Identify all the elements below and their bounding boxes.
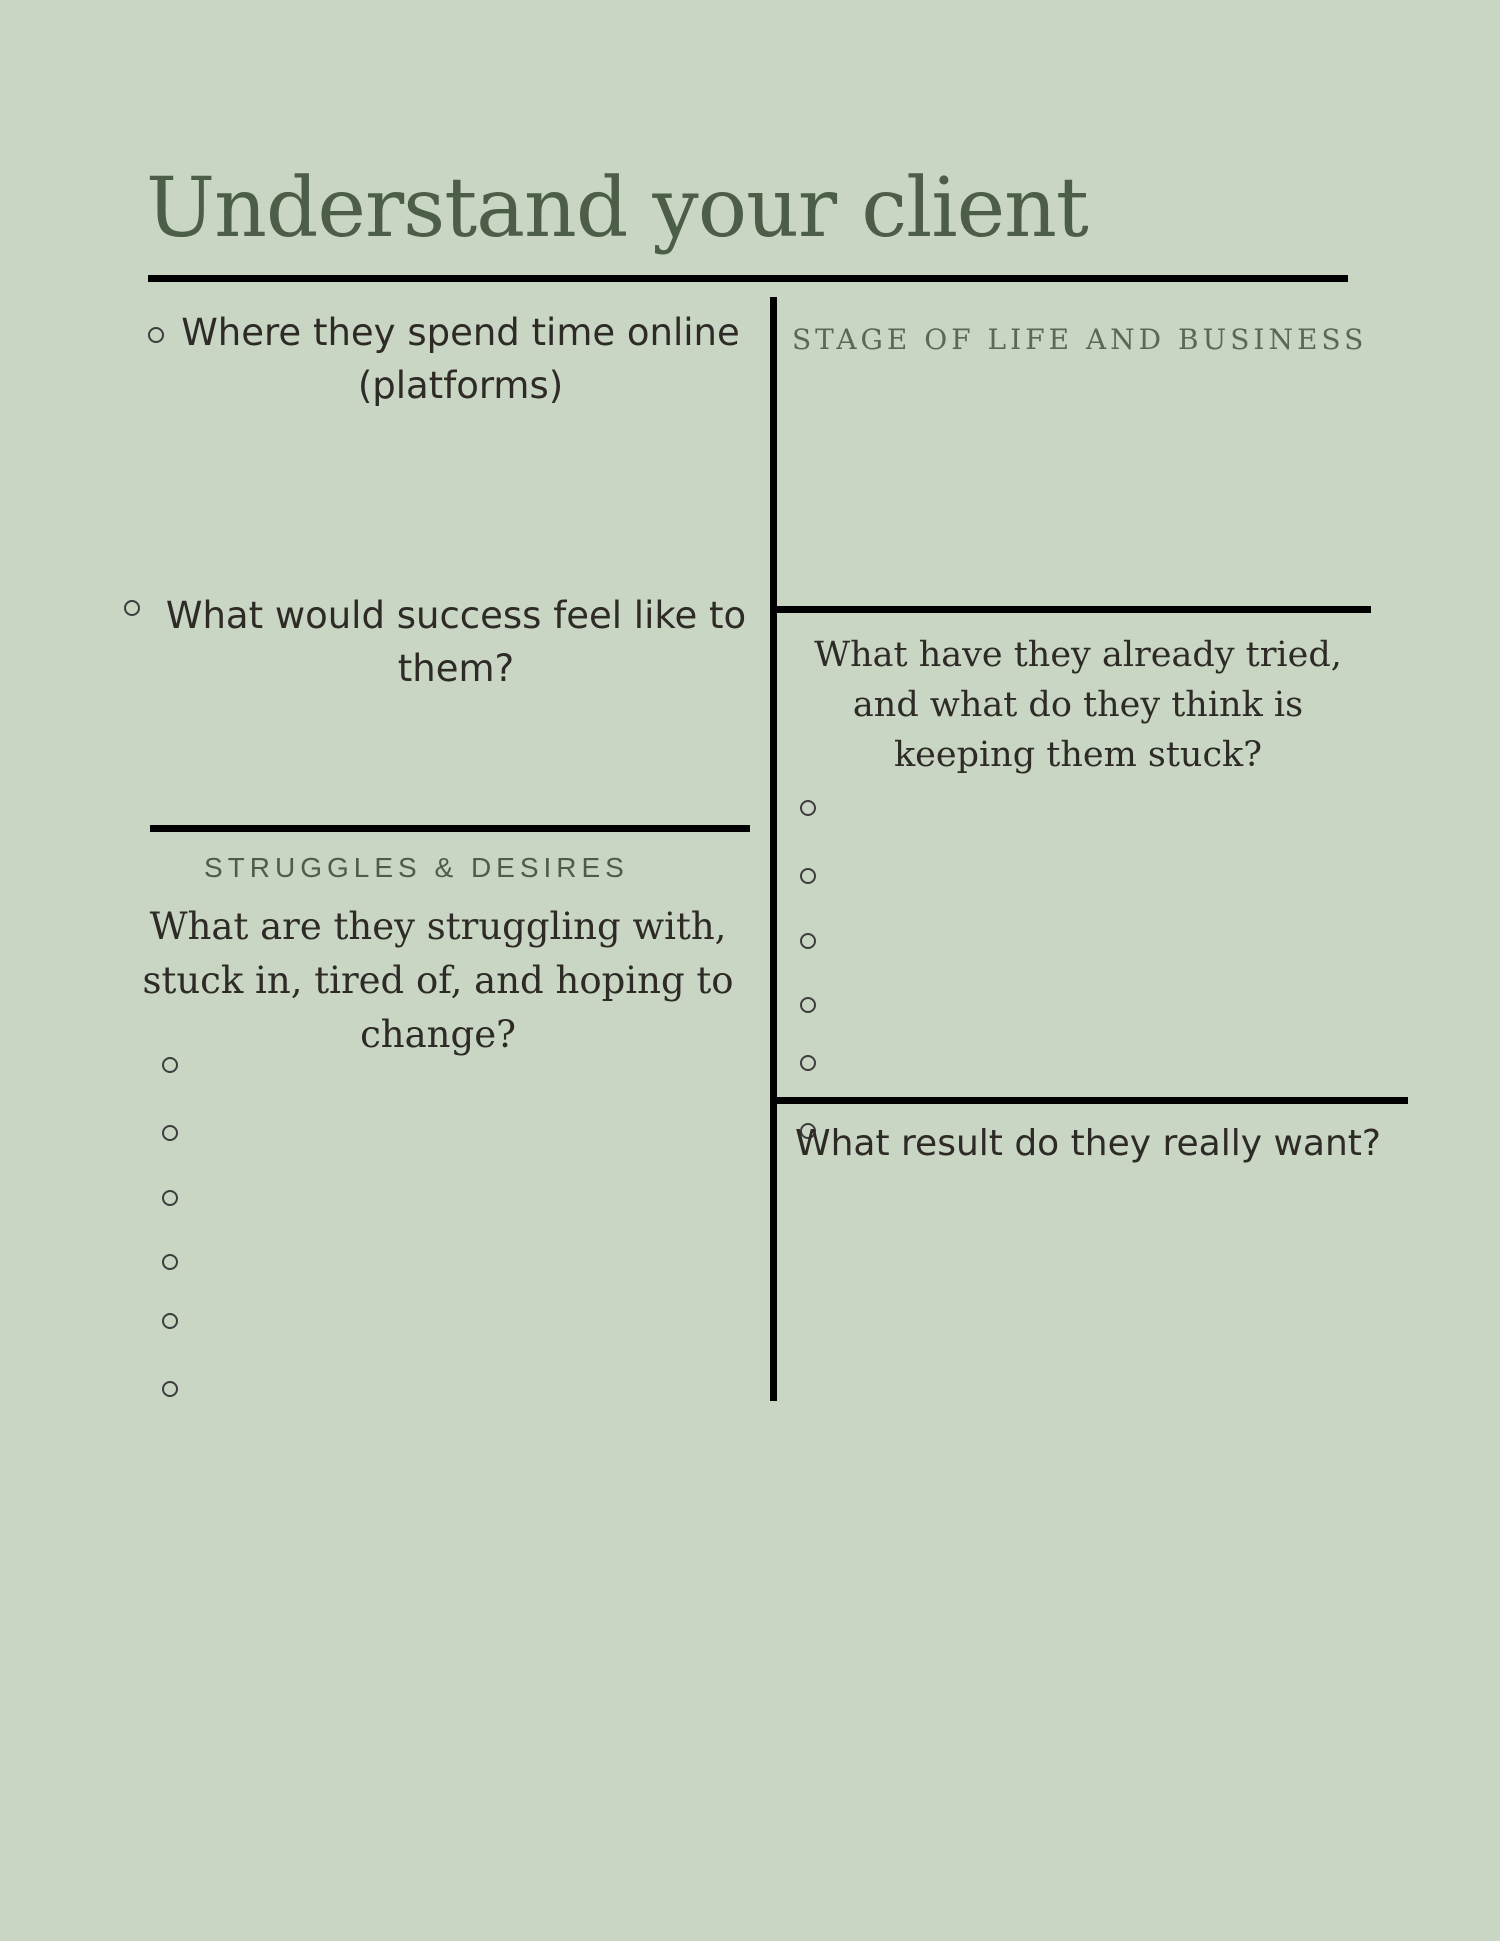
- stage-of-life-heading: STAGE OF LIFE AND BUSINESS: [792, 323, 1368, 356]
- result-prompt: What result do they really want?: [795, 1123, 1381, 1164]
- bullet-icon[interactable]: [800, 1055, 816, 1071]
- bullet-icon[interactable]: [800, 868, 816, 884]
- struggles-desires-heading: STRUGGLES & DESIRES: [204, 852, 629, 883]
- bullet-icon[interactable]: [162, 1125, 178, 1141]
- bullet-icon[interactable]: [162, 1313, 178, 1329]
- bullet-icon[interactable]: [162, 1190, 178, 1206]
- online-platforms-prompt: Where they spend time online (platforms): [181, 311, 740, 407]
- bullet-icon[interactable]: [800, 997, 816, 1013]
- success-prompt: What would success feel like to them?: [165, 594, 747, 690]
- bullet-icon[interactable]: [162, 1057, 178, 1073]
- bullet-icon[interactable]: [162, 1254, 178, 1270]
- already-tried-prompt: What have they already tried, and what do they think is keeping them stuck?: [814, 635, 1342, 775]
- title-divider: [148, 275, 1348, 282]
- right-top-divider: [773, 606, 1371, 613]
- bullet-icon[interactable]: [148, 327, 164, 343]
- center-vertical-divider: [770, 297, 777, 1401]
- bullet-icon[interactable]: [800, 933, 816, 949]
- left-middle-divider: [150, 825, 750, 832]
- page-title: Understand your client: [146, 161, 1088, 256]
- bullet-icon[interactable]: [800, 800, 816, 816]
- bullet-icon[interactable]: [124, 600, 140, 616]
- bullet-icon[interactable]: [162, 1381, 178, 1397]
- right-bottom-divider: [773, 1097, 1408, 1104]
- struggles-prompt: What are they struggling with, stuck in, tired of, and hoping to change?: [142, 905, 734, 1056]
